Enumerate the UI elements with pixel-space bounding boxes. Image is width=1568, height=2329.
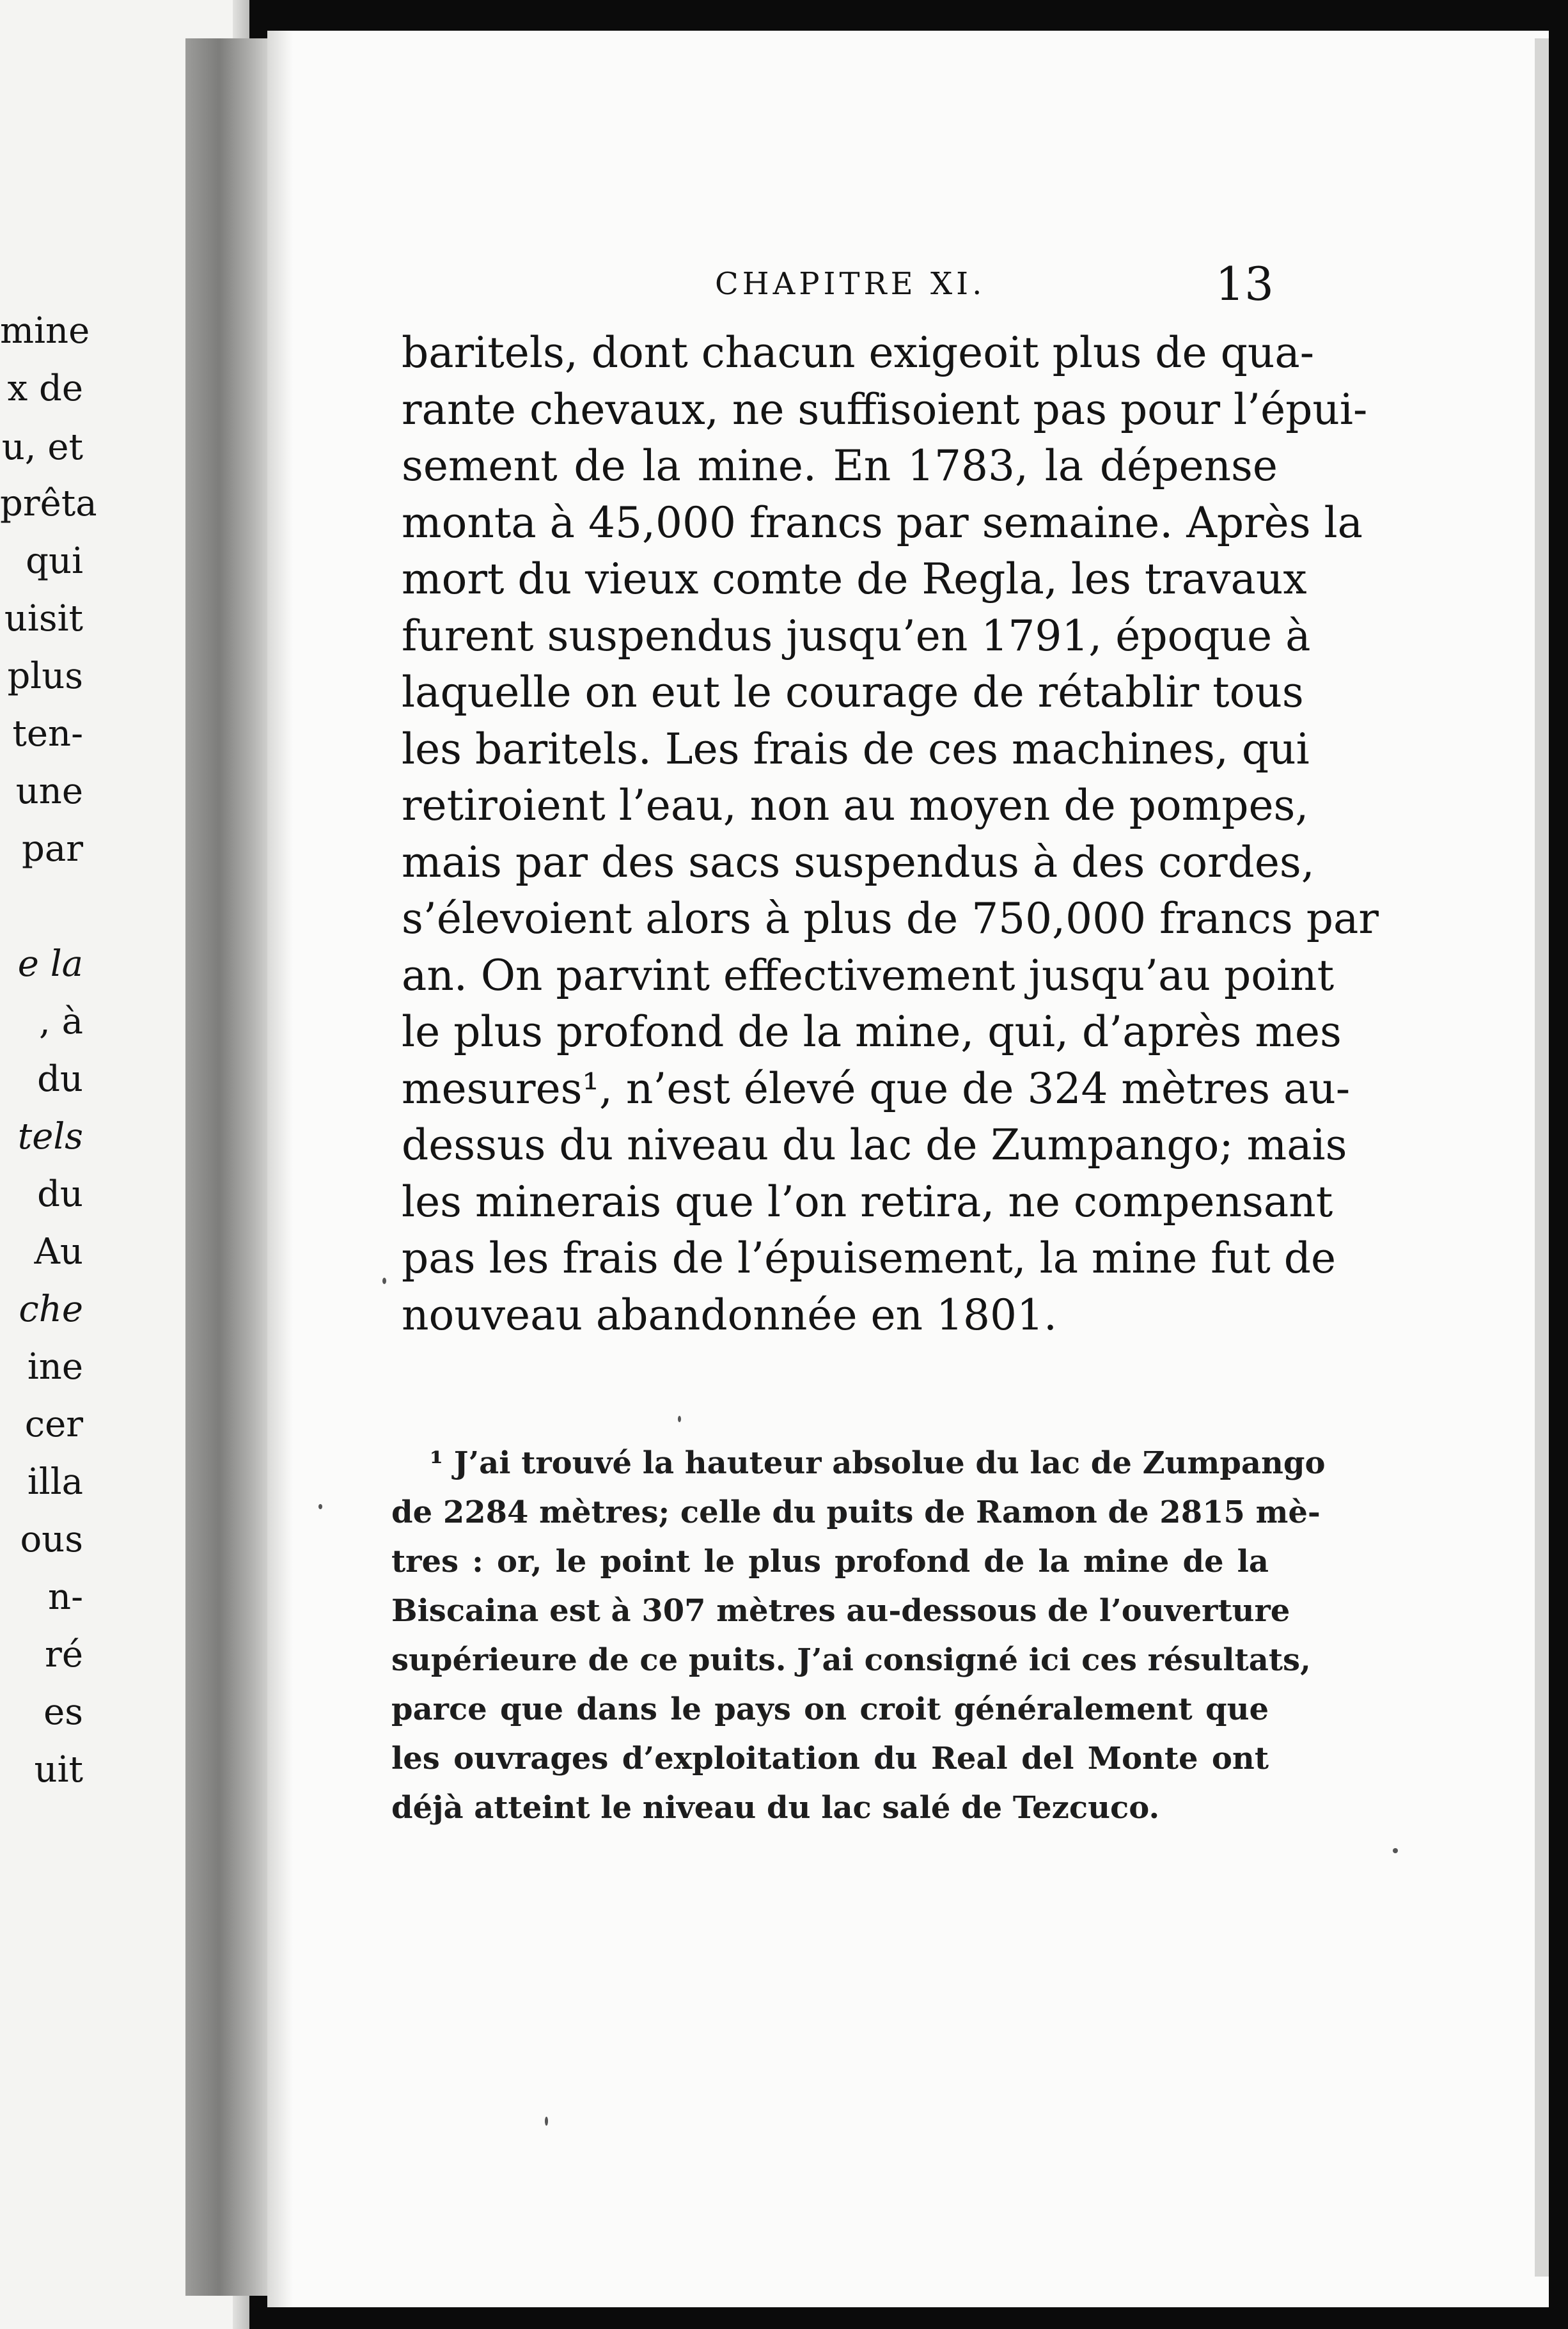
text-line: les minerais que l’on retira, ne compensant [402, 1177, 1333, 1227]
left-page-fragment: tels [17, 1116, 83, 1157]
footnote-line: Biscaina est à 307 mètres au-dessous de l’ouverture [391, 1593, 1290, 1629]
left-page-fragment: ine [27, 1346, 83, 1388]
text-line: mesures¹, n’est élevé que de 324 mètres au- [402, 1063, 1351, 1113]
footnote-line: les ouvrages d’exploitation du Real del Monte ont [391, 1741, 1269, 1776]
paper-speck [545, 2117, 548, 2126]
footnote-line: de 2284 mètres; celle du puits de Ramon de 2815 mè- [391, 1494, 1321, 1530]
paper-speck [678, 1416, 681, 1422]
text-line: an. On parvint effectivement jusqu’au point [402, 950, 1335, 1000]
text-line: retiroient l’eau, non au moyen de pompes, [402, 781, 1309, 830]
left-page-fragment: ré [45, 1634, 83, 1675]
left-page-fragment: prêta [0, 483, 97, 524]
left-page-fragment: du [37, 1058, 83, 1100]
left-page-fragment: une [15, 771, 83, 812]
left-page-fragment: mine [0, 310, 90, 352]
running-header [443, 257, 1274, 324]
left-page-fragment: che [19, 1289, 83, 1330]
left-page-fragment: par [21, 828, 83, 870]
paper-speck [1393, 1848, 1398, 1853]
text-line: mais par des sacs suspendus à des cordes, [402, 837, 1315, 887]
text-line: mort du vieux comte de Regla, les travaux [402, 554, 1307, 604]
left-page-fragment: Au [34, 1231, 83, 1273]
right-page-shadow [267, 31, 293, 2307]
text-line: baritels, dont chacun exigeoit plus de qua- [402, 328, 1314, 377]
text-line: nouveau abandonnée en 1801. [402, 1290, 1057, 1340]
page-number: 13 [1215, 257, 1274, 311]
page-edge [1535, 38, 1549, 2277]
chapter-title: CHAPITRE XI. [715, 266, 986, 302]
left-page-fragment: u, et [1, 427, 83, 468]
left-page-fragment: es [43, 1691, 83, 1733]
text-line: pas les frais de l’épuisement, la mine fut de [402, 1234, 1337, 1283]
left-page-fragment: x de [7, 368, 83, 409]
left-page-fragment: uisit [4, 598, 83, 639]
text-line: furent suspendus jusqu’en 1791, époque à [402, 611, 1311, 661]
text-line: laquelle on eut le courage de rétablir tous [402, 668, 1304, 717]
left-page-fragment: du [37, 1173, 83, 1215]
footnote-line: parce que dans le pays on croit généralement que [391, 1691, 1269, 1727]
text-line: s’élevoient alors à plus de 750,000 francs par [402, 894, 1379, 943]
footnote [391, 1439, 1326, 1833]
footnote-line: tres : or, le point le plus profond de la mine de la [391, 1544, 1269, 1580]
text-line: le plus profond de la mine, qui, d’après mes [402, 1007, 1342, 1056]
left-page-fragment: cer [24, 1404, 83, 1445]
paper-speck [382, 1278, 386, 1284]
text-line: rante chevaux, ne suffisoient pas pour l’épui- [402, 384, 1368, 434]
left-page-fragment: uit [34, 1749, 83, 1791]
text-line: sement de la mine. En 1783, la dépense [402, 441, 1278, 490]
left-page-fragment: qui [26, 540, 83, 582]
footnote-line: supérieure de ce puits. J’ai consigné ici ces résultats, [391, 1642, 1311, 1678]
paper-speck [318, 1504, 322, 1509]
body-text [402, 325, 1379, 1344]
left-page-fragment: illa [27, 1461, 83, 1503]
left-page-fragment: e la [17, 943, 83, 985]
text-line: les baritels. Les frais de ces machines, qui [402, 724, 1310, 774]
left-page-fragment: , à [39, 1001, 83, 1042]
left-page-fragment: plus [7, 655, 83, 697]
text-line: dessus du niveau du lac de Zumpango; mais [402, 1120, 1347, 1170]
text-line: monta à 45,000 francs par semaine. Après la [402, 498, 1363, 547]
left-page-fragment: n- [48, 1576, 83, 1618]
footnote-line: ¹ J’ai trouvé la hauteur absolue du lac de Zumpango [430, 1445, 1326, 1481]
left-page-fragment: ten- [12, 713, 83, 755]
footnote-line: déjà atteint le niveau du lac salé de Tezcuco. [391, 1790, 1160, 1826]
left-page-fragment: ous [20, 1519, 83, 1560]
